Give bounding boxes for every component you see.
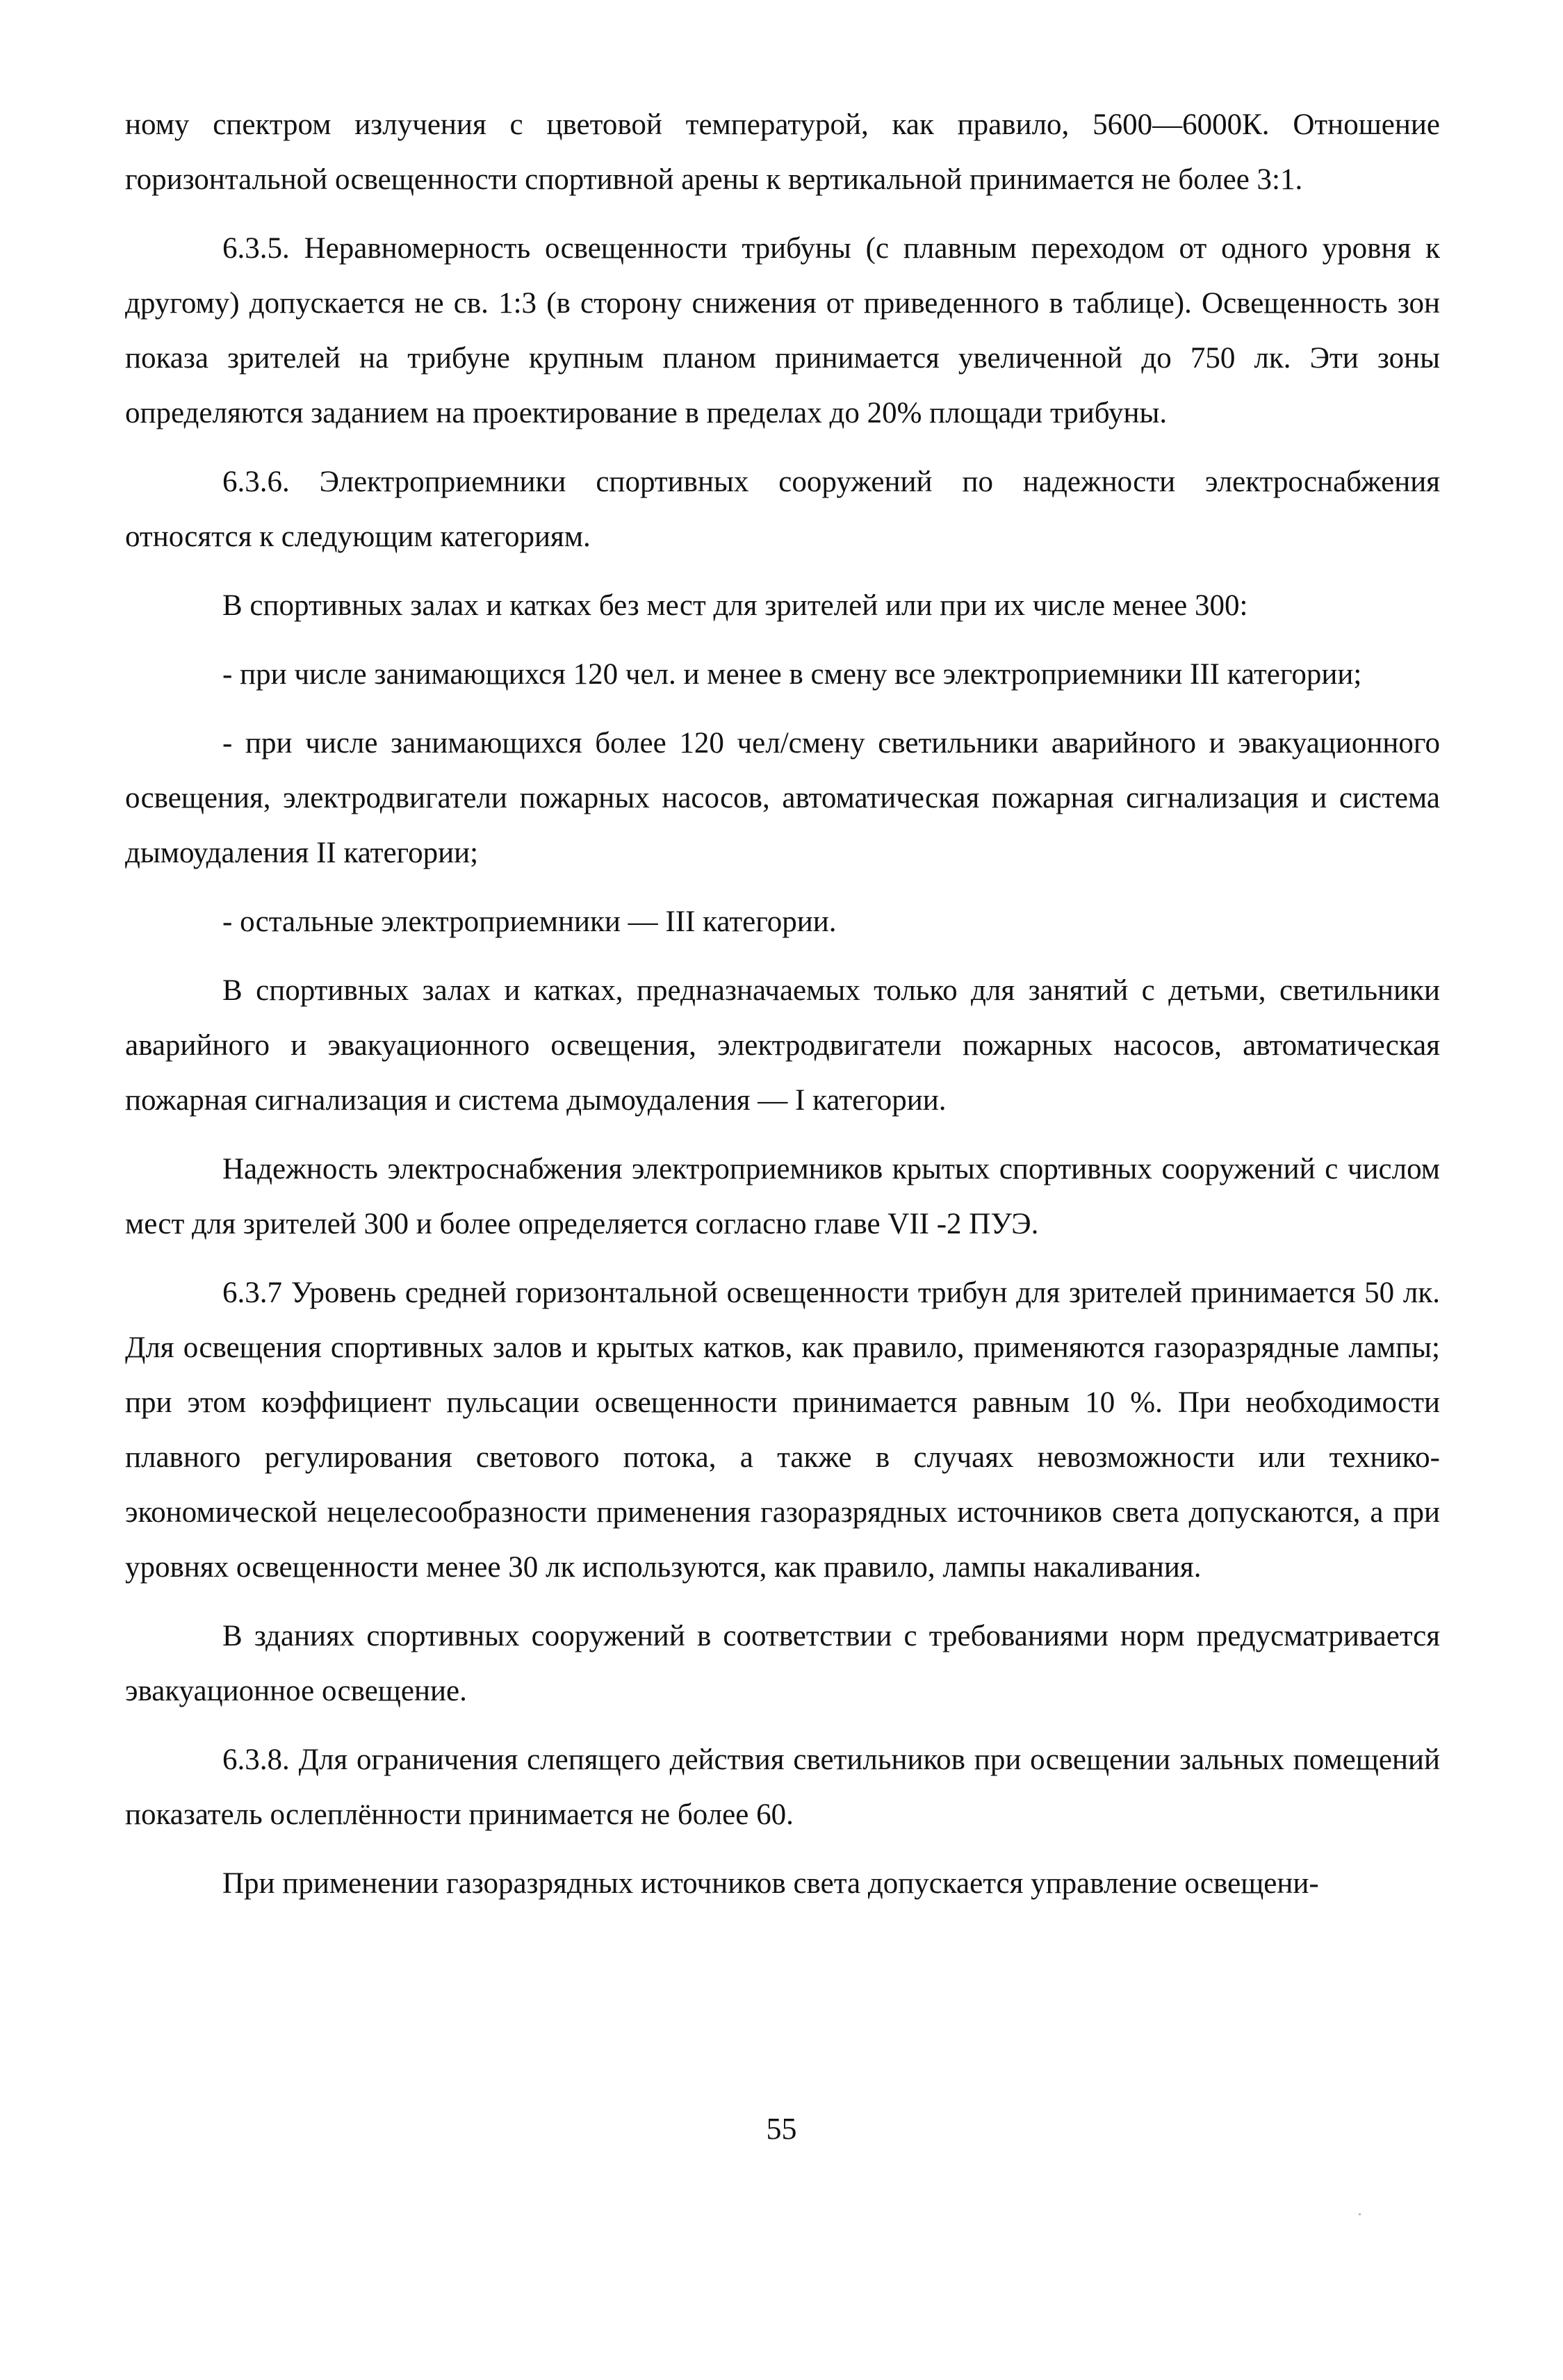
- paragraph-6-3-6: 6.3.6. Электроприемники спортивных сооружений по надежности электроснабжения относятся к следующим категориям.: [125, 466, 1440, 553]
- paragraph-halls-intro: В спортивных залах и катках без мест для зрителей или при их числе менее 300:: [222, 589, 1248, 622]
- paragraph-6-3-7: 6.3.7 Уровень средней горизонтальной освещенности трибун для зрителей принимается 50 лк. Для освещения спортивных залов и крытых катков, как правило, применяются газоразрядные лампы; при этом коэффициент пульсации освещенности принимается равным 10 %. При необходимости плавного регулирования светового потока, а также в случаях невозможности или технико-экономической нецелесообразности применения газоразрядных источников света допускаются, а при уровнях освещенности менее 30 лк используются, как правило, лампы накаливания.: [125, 1277, 1440, 1584]
- body-text: [125, 97, 1440, 1925]
- paragraph-gas-discharge: При применении газоразрядных источников света допускается управление освещени-: [222, 1867, 1319, 1900]
- paragraph-continuation: ному спектром излучения с цветовой температурой, как правило, 5600—6000К. Отношение горизонтальной освещенности спортивной арены к вертикальной принимается не более 3:1.: [125, 108, 1440, 196]
- list-item-category-2: - при числе занимающихся более 120 чел/смену светильники аварийного и эвакуационного освещения, электродвигатели пожарных насосов, автоматическая пожарная сигнализация и система дымоудаления II категории;: [125, 727, 1440, 869]
- list-item-others: - остальные электроприемники — III категории.: [222, 905, 837, 938]
- paragraph-6-3-8: 6.3.8. Для ограничения слепящего действия светильников при освещении зальных помещений показатель ослеплённости принимается не более 60.: [125, 1743, 1440, 1831]
- paragraph-6-3-5: 6.3.5. Неравномерность освещенности трибуны (с плавным переходом от одного уровня к другому) допускается не св. 1:3 (в сторону снижения от приведенного в таблице). Освещенность зон показа зрителей на трибуне крупным планом принимается увеличенной до 750 лк. Эти зоны определяются заданием на проектирование в пределах до 20% площади трибуны.: [125, 232, 1440, 429]
- list-item-category-3: - при числе занимающихся 120 чел. и менее в смену все электроприемники III категории;: [222, 658, 1362, 691]
- paragraph-evacuation-lighting: В зданиях спортивных сооружений в соответствии с требованиями норм предусматривается эвакуационное освещение.: [125, 1620, 1440, 1707]
- paragraph-reliability: Надежность электроснабжения электроприемников крытых спортивных сооружений с числом мест для зрителей 300 и более определяется согласно главе VII -2 ПУЭ.: [125, 1153, 1440, 1240]
- page-number: 55: [766, 2112, 797, 2146]
- scan-speck: [1359, 2213, 1361, 2215]
- paragraph-children-halls: В спортивных залах и катках, предназначаемых только для занятий с детьми, светильники аварийного и эвакуационного освещения, электродвигатели пожарных насосов, автоматическая пожарная сигнализация и система дымоудаления — I категории.: [125, 974, 1440, 1117]
